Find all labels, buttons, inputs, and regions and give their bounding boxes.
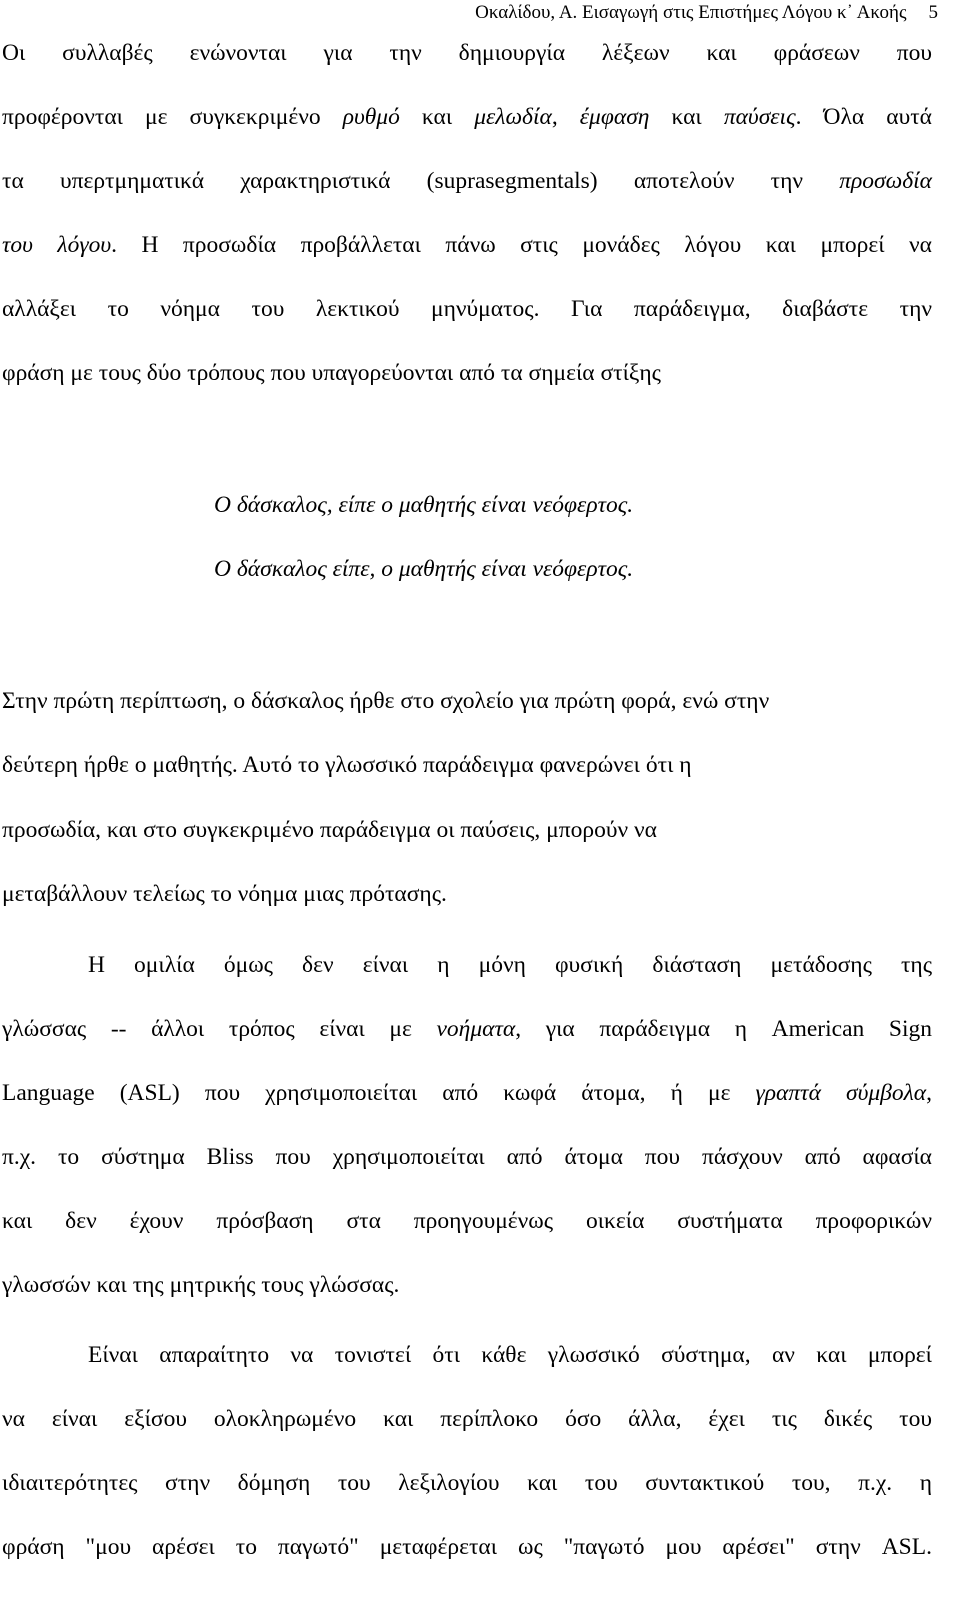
text-span: τα υπερτμηματικά χαρακτηριστικά (suprasegmentals) αποτελούν την [2, 168, 840, 194]
running-header [475, 2, 938, 24]
text-span: και [649, 104, 724, 130]
page-number: 5 [928, 2, 938, 23]
text-line: να είναι εξίσου ολοκληρωμένο και περίπλοκο όσο άλλα, έχει τις δικές του [2, 1406, 932, 1432]
text-line [2, 102, 932, 132]
text-line: π.χ. το σύστημα Bliss που χρησιμοποιείται από άτομα που πάσχουν από αφασία [2, 1144, 932, 1170]
example-sentence-1: Ο δάσκαλος, είπε ο μαθητής είναι νεόφερτος. [214, 492, 634, 518]
text-line: ιδιαιτερότητες στην δόμηση του λεξιλογίου και του συντακτικού του, π.χ. η [2, 1470, 932, 1496]
italic-term: του λόγου [2, 232, 112, 258]
text-span: , [926, 1080, 932, 1106]
text-line: μεταβάλλουν τελείως το νόημα μιας πρότασης. [2, 881, 447, 907]
text-line [2, 1014, 932, 1044]
text-line [2, 294, 932, 324]
text-span: , για παράδειγμα η American Sign [515, 1016, 932, 1042]
text-span: προφέρονται με συγκεκριμένο [2, 104, 343, 130]
text-line: δεύτερη ήρθε ο μαθητής. Αυτό το γλωσσικό παράδειγμα φανερώνει ότι η [2, 752, 692, 778]
italic-term: γραπτά σύμβολα [755, 1080, 927, 1106]
text-span: , [551, 104, 580, 130]
italic-term: ρυθμό [342, 104, 400, 130]
italic-term: έμφαση [579, 104, 650, 130]
example-sentence-2: Ο δάσκαλος είπε, ο μαθητής είναι νεόφερτος. [214, 556, 634, 582]
text-line: Η ομιλία όμως δεν είναι η μόνη φυσική διάσταση μετάδοσης της [88, 952, 932, 978]
text-span: και [399, 104, 475, 130]
text-line [2, 230, 932, 260]
italic-term: παύσεις [723, 104, 796, 130]
text-span: . Η προσωδία προβάλλεται πάνω στις μονάδες λόγου και μπορεί να [111, 232, 932, 258]
text-span: Οι συλλαβές ενώνονται για την δημιουργία λέξεων και φράσεων που [2, 40, 932, 66]
italic-term: προσωδία [839, 168, 932, 194]
text-line: και δεν έχουν πρόσβαση στα προηγουμένως οικεία συστήματα προφορικών [2, 1208, 932, 1234]
text-line [2, 1078, 932, 1108]
italic-term: νοήματα [436, 1016, 516, 1042]
text-line: γλωσσών και της μητρικής τους γλώσσας. [2, 1272, 400, 1298]
running-title: Οκαλίδου, Α. Εισαγωγή στις Επιστήμες Λόγου κ᾽ Ακοής [475, 2, 907, 23]
text-span: φράση με τους δύο τρόπους που υπαγορεύονται από τα σημεία στίξης [2, 360, 661, 386]
text-line: Στην πρώτη περίπτωση, ο δάσκαλος ήρθε στο σχολείο για πρώτη φορά, ενώ στην [2, 688, 770, 714]
italic-term: μελωδία [474, 104, 552, 130]
text-line [2, 38, 932, 68]
text-span: Language (ASL) που χρησιμοποιείται από κωφά άτομα, ή με [2, 1080, 756, 1106]
text-line: προσωδία, και στο συγκεκριμένο παράδειγμα οι παύσεις, μπορούν να [2, 817, 657, 843]
text-line: φράση "μου αρέσει το παγωτό" μεταφέρεται ως "παγωτό μου αρέσει" στην ASL. [2, 1534, 932, 1560]
text-span: . Όλα αυτά [795, 104, 932, 130]
text-line [2, 358, 932, 388]
text-span: αλλάξει το νόημα του λεκτικού μηνύματος. Για παράδειγμα, διαβάστε την [2, 296, 932, 322]
text-span: γλώσσας -- άλλοι τρόπος είναι με [2, 1016, 437, 1042]
text-line: Είναι απαραίτητο να τονιστεί ότι κάθε γλωσσικό σύστημα, αν και μπορεί [88, 1342, 932, 1368]
text-line [2, 166, 932, 196]
